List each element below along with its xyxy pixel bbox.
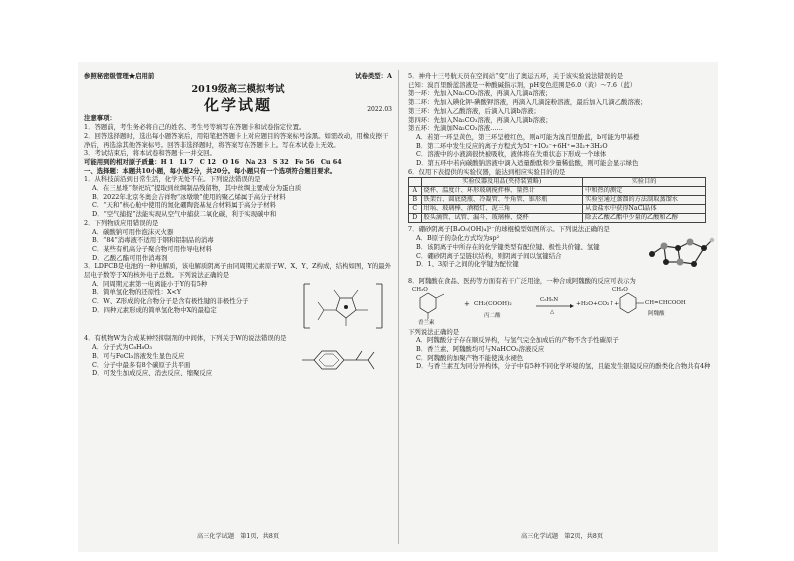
page-footer-1: 高三化学试题 第1页，共8页 — [196, 533, 280, 541]
ferulic-chain: CH=CHCOOH — [645, 299, 686, 306]
ring-step: 第四环：先加入Na₂CO₃溶液，再滴入几滴b溶液； — [408, 115, 552, 124]
table-cell: 从食盐水中获得NaCl晶体 — [583, 205, 706, 214]
question-stem: 8．阿魏酸在食品、医药等方面有若干广泛用途，一种合成阿魏酸的反应可表示为 — [408, 276, 636, 285]
exam-date: 2022.03 — [367, 105, 392, 113]
known-info: 已知：溴百里酚蓝溶液是一种酸碱指示剂，pH变色范围是6.0（黄）～7.6（蓝） — [408, 80, 637, 89]
option: A．在三星堆“祭祀坑”提取到丝绸制品残留物，其中丝绸主要成分为蛋白质 — [92, 184, 302, 193]
plus-sign: + — [464, 299, 470, 308]
option: C．溶液中的小液滴很快被吸收，液体将在失重状态下形成一个球体 — [416, 150, 607, 159]
table-header: 实验目的 — [583, 178, 706, 187]
exam-title: 2019级高三模拟考试 — [191, 83, 285, 95]
table-cell: D — [409, 214, 422, 223]
question-4 — [84, 334, 392, 378]
catalyst-label: C₅H₅N — [540, 296, 559, 303]
option: B．可与FeCl₃溶液发生显色反应 — [92, 351, 185, 360]
table-cell: 铁架台、圆底烧瓶、冷凝管、牛角管、锥形瓶 — [421, 196, 583, 205]
table-row — [409, 205, 706, 214]
question-1 — [84, 175, 392, 219]
option: C．硼砂阴离子呈链状结构，则阴离子间以氢键结合 — [416, 251, 562, 260]
option: D．可发生加成反应、消去反应、缩聚反应 — [92, 369, 213, 378]
borax-ball-stick-figure — [642, 234, 716, 277]
page-2-column — [408, 72, 716, 542]
question-stem: 7．硼砂阴离子[B₄O₅(OH)₄]²⁻的球棍模型如图所示。下列说法正确的是 — [408, 225, 610, 234]
option: B．2022年北京冬奥会吉祥物“冰墩墩”使用的聚乙烯属于高分子材料 — [92, 192, 286, 201]
molecule-w-figure — [296, 343, 392, 380]
table-header — [409, 178, 422, 187]
option: C．“天和”核心舱中使用的氮化硼陶瓷基复合材料属于高分子材料 — [92, 201, 276, 210]
page-header — [84, 72, 392, 81]
question-stem: 6．仅用下表提供的实验仪器，能达到相应实验目的的是 — [408, 167, 566, 176]
table-cell: B — [409, 196, 422, 205]
question-stem: 1．从科技前沿到日常生活，化学无处不在。下列说法错误的是 — [84, 175, 261, 184]
question-8 — [408, 277, 716, 371]
apparatus-table — [408, 177, 706, 223]
methoxy-label-c: CH₃O — [612, 286, 628, 293]
confidential-note: 参照秘密级管理★启用前 — [84, 72, 155, 80]
option: A．分子式为C₈H₈O₃ — [92, 343, 152, 352]
ferulic-acid-reaction-figure — [408, 286, 716, 328]
malonic-acid-formula: CH₂(COOH)₂ — [474, 300, 512, 307]
notice-item: 2．回答选择题时，选出每小题答案后，用铅笔把答题卡上对应题目的答案标号涂黑。如需改动，用橡皮擦干净后，再选涂其他答案标号。回答非选择题时，将答案写在答题卡上。写在本试卷上无效。 — [84, 131, 389, 149]
notice-title: 注意事项： — [84, 114, 116, 123]
option: B．该阴离子中所存在的化学键类型有配位键、极性共价键、氢键 — [416, 242, 600, 251]
notice-item: 3．考试结束后，将本试卷和答题卡一并交回。 — [84, 149, 216, 158]
table-row — [409, 196, 706, 205]
table-header-row — [409, 178, 706, 187]
ring-step: 第二环：先加入碘化钾-碘酸钾溶液，再滴入几滴淀粉溶液，最后加入几滴乙酸溶液； — [408, 98, 647, 107]
option: A．阿魏酸分子存在顺反异构，与氢气完全加成后的产物不含手性碳原子 — [416, 336, 619, 345]
byproducts: +H₂O+CO₂↑+ — [576, 300, 620, 307]
table-cell: 中和热的测定 — [583, 187, 706, 196]
methoxy-label-a: CH₃O — [412, 286, 428, 293]
question-substem: 下列说法正确的是 — [408, 327, 460, 336]
table-cell: 烧杯、温度计、环形玻璃搅拌棒、量热计 — [421, 187, 583, 196]
option: A．同周期元素第一电离能小于Y的有5种 — [92, 279, 208, 288]
option: A．若第一环呈黄色，第三环呈橙红色，则a可能为溴百里酚蓝，b可能为甲基橙 — [416, 132, 640, 141]
question-stem: 5．神舟十三号航天员在空间站“变”出了奥运五环，关于该实验说法错误的是 — [408, 72, 624, 80]
table-cell: C — [409, 205, 422, 214]
option: D．第五环中若向碳酸钠溶液中滴入适量酚酞和少量稀盐酸，则可能会显示绿色 — [416, 159, 639, 168]
option: B．第二环中发生反应的离子方程式为5I⁻+IO₃⁻+6H⁺=3I₂+3H₂O — [416, 141, 608, 150]
option: C．分子中最多有8个碳原子共平面 — [92, 360, 191, 369]
option: D．乙酸乙酯可用作消毒剂 — [92, 253, 168, 262]
column-divider — [398, 70, 399, 544]
option: D．四种元素形成的简单氢化物中X的最稳定 — [92, 305, 217, 314]
question-5 — [408, 72, 716, 168]
option: A．碳酸钠可用作泡沫灭火器 — [92, 227, 174, 236]
option: B．“84”消毒液不适用于钢和铝制品的消毒 — [92, 236, 214, 245]
table-header: 实验仪器及用品(夹持装置略) — [421, 178, 583, 187]
notice-item: 1．答题前，考生务必将自己的姓名、考生号等填写在答题卡和试卷指定位置。 — [84, 123, 306, 132]
subject-title: 化学试题 — [203, 95, 272, 114]
ring-step: 第一环：先加入Na₂CO₃溶液，再滴入几滴a溶液； — [408, 89, 552, 98]
paper-type: 试卷类型：A — [355, 72, 392, 80]
exam-sheet — [78, 62, 718, 552]
option: A．B原子的杂化方式均为sp² — [416, 234, 500, 243]
option: B．香兰素、阿魏酸均可与NaHCO₃溶液反应 — [416, 344, 545, 353]
option: C．W、Z形成的化合物分子是含有极性键的非极性分子 — [92, 297, 249, 306]
vanillin-label: 香兰素 — [418, 319, 435, 326]
option: C．阿魏酸的加聚产物不能使溴水褪色 — [416, 353, 524, 362]
page-1-column — [84, 72, 392, 542]
question-3 — [84, 262, 392, 314]
atomic-mass-line: 可能用到的相对原子质量：H 1 Li 7 C 12 O 16 Na 23 S 32 Fe 56 Cu 64 — [84, 157, 342, 166]
table-cell: 胶头滴管、试管、漏斗、玻璃棒、烧杯 — [421, 214, 583, 223]
table-cell: A — [409, 187, 422, 196]
anion-structure-figure — [300, 280, 392, 335]
table-cell: 除去乙酸乙酯中少量的乙酸和乙醇 — [583, 214, 706, 223]
page-footer-2: 高三化学试题 第2页，共8页 — [520, 533, 604, 541]
ring-step: 第五环：先滴加Na₂CO₃溶液…… — [408, 124, 503, 133]
ferulic-acid-label: 阿魏酸 — [648, 310, 665, 317]
table-cell: 坩埚、玻璃棒、酒精灯、泥三角 — [421, 205, 583, 214]
table-cell: 实验室通过蒸馏的方法制取蒸馏水 — [583, 196, 706, 205]
heat-label: △ — [550, 308, 555, 315]
question-stem: 3．LDFCB是电池的一种电解质，该电解质阴离子由同周期元素原子W、X、Y、Z构成，结构如图，Y的最外层电子数等于X的核外电子总数。下列说法正确的是 — [84, 262, 392, 280]
option: D．与香兰素互为同分异构体，分子中有5种不同化学环境的氢，且能发生银镜反应的酚类化合物共有4种 — [416, 362, 711, 371]
table-row — [409, 187, 706, 196]
option: D．“空气捕捉”法能实现从空气中捕获二氧化碳，利于实现碳中和 — [92, 210, 277, 219]
option: D．1、3原子之间的化学键为配位键 — [416, 260, 519, 269]
option: B．简单氢化物的还原性：X<Y — [92, 288, 182, 297]
section-heading: 一、选择题：本题共10小题，每小题2分，共20分。每小题只有一个选项符合题目要求。 — [84, 166, 337, 175]
table-row — [409, 214, 706, 223]
ring-step: 第三环：先加入乙酸溶液，后滴入几滴b溶液； — [408, 106, 540, 115]
question-2 — [84, 219, 392, 263]
option: C．某些有机高分子聚合物可用作导电材料 — [92, 244, 212, 253]
malonic-acid-label: 丙二酸 — [484, 312, 501, 319]
question-7 — [408, 225, 716, 269]
question-stem: 4．有机物W为合成某神经抑制剂的中间体，下列关于W的说法错误的是 — [84, 334, 287, 343]
question-6 — [408, 168, 716, 224]
question-stem: 2．下列物质应用错误的是 — [84, 218, 159, 227]
